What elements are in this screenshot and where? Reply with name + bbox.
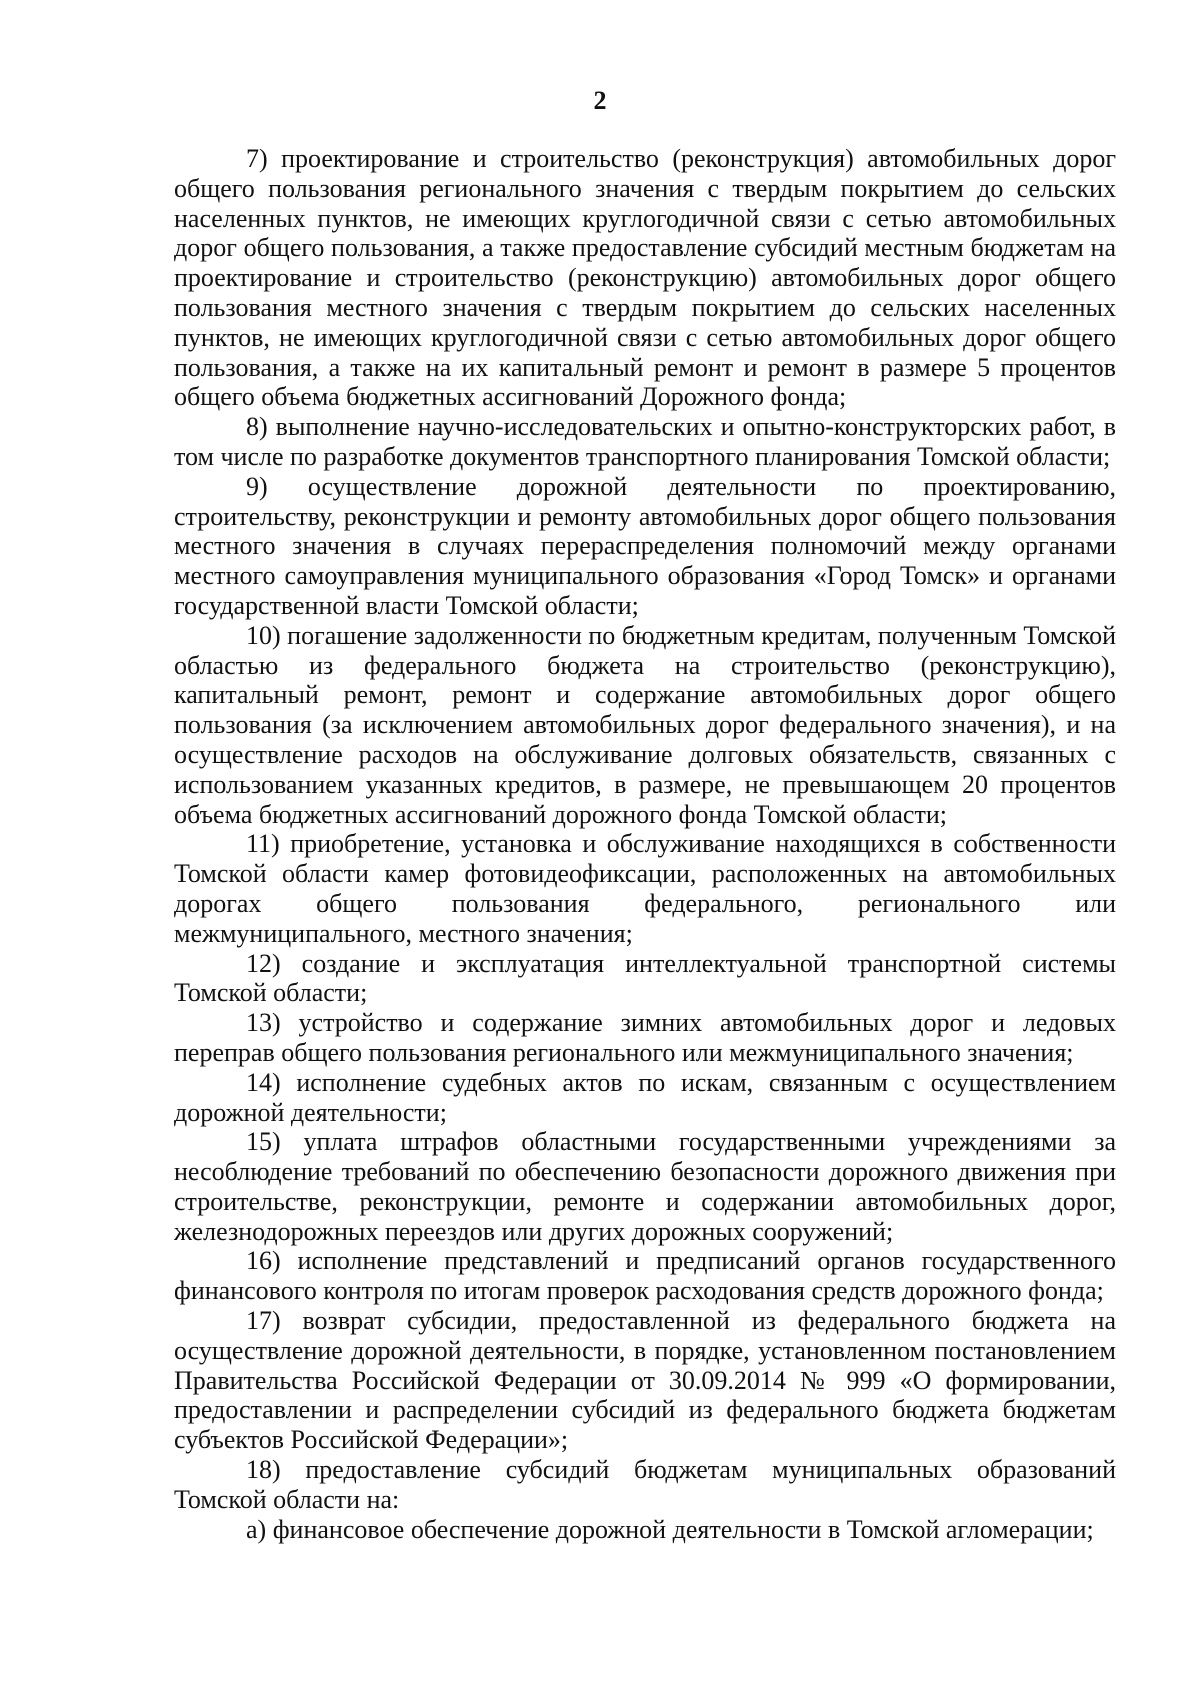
paragraph-item-8: 8) выполнение научно-исследовательских и опытно-конструкторских работ, в том числе по разработке документов транспортного планирования Томской области; <box>174 412 1116 471</box>
paragraph-item-9: 9) осуществление дорожной деятельности по проектированию, строительству, реконструкции и ремонту автомобильных дорог общего пользования местного значения в случаях перераспределения полномочий между органами местного самоуправления муниципального образования «Город Томск» и органами государственной власти Томской области; <box>174 471 1116 620</box>
paragraph-item-15: 15) уплата штрафов областными государственными учреждениями за несоблюдение требований по обеспечению безопасности дорожного движения при строительстве, реконструкции, ремонте и содержании автомобильных дорог, железнодорожных переездов или других дорожных сооружений; <box>174 1127 1116 1246</box>
paragraph-subitem-a: а) финансовое обеспечение дорожной деятельности в Томской агломерации; <box>246 1514 1094 1544</box>
paragraph-item-18: 18) предоставление субсидий бюджетам муниципальных образований Томской области на: <box>174 1455 1116 1514</box>
paragraph-item-17: 17) возврат субсидии, предоставленной из федерального бюджета на осуществление дорожной деятельности, в порядке, установленном постановлением Правительства Российской Федерации от 30.09.2014 № 999 «О формировании, предоставлении и распределении субсидий из федерального бюджета бюджетам субъектов Российской Федерации»; <box>174 1306 1116 1455</box>
page-number: 2 <box>593 86 607 115</box>
paragraph-item-13: 13) устройство и содержание зимних автомобильных дорог и ледовых переправ общего пользования регионального или межмуниципального значения; <box>174 1008 1116 1067</box>
document-body <box>174 144 1116 1544</box>
paragraph-item-11: 11) приобретение, установка и обслуживание находящихся в собственности Томской области камер фотовидеофиксации, расположенных на автомобильных дорогах общего пользования федерального, регионального или межмуниципального, местного значения; <box>174 829 1116 948</box>
paragraph-item-7: 7) проектирование и строительство (реконструкция) автомобильных дорог общего пользования регионального значения с твердым покрытием до сельских населенных пунктов, не имеющих круглогодичной связи с сетью автомобильных дорог общего пользования, а также предоставление субсидий местным бюджетам на проектирование и строительство (реконструкцию) автомобильных дорог общего пользования местного значения с твердым покрытием до сельских населенных пунктов, не имеющих круглогодичной связи с сетью автомобильных дорог общего пользования, а также на их капитальный ремонт и ремонт в размере 5 процентов общего объема бюджетных ассигнований Дорожного фонда; <box>174 144 1116 412</box>
paragraph-item-14: 14) исполнение судебных актов по искам, связанным с осуществлением дорожной деятельности; <box>174 1067 1116 1127</box>
paragraph-item-12: 12) создание и эксплуатация интеллектуальной транспортной системы Томской области; <box>174 948 1116 1008</box>
paragraph-item-16: 16) исполнение представлений и предписаний органов государственного финансового контроля по итогам проверок расходования средств дорожного фонда; <box>174 1246 1116 1306</box>
paragraph-item-10: 10) погашение задолженности по бюджетным кредитам, полученным Томской областью из федерального бюджета на строительство (реконструкцию), капитальный ремонт, ремонт и содержание автомобильных дорог общего пользования (за исключением автомобильных дорог федерального значения), и на осуществление расходов на обслуживание долговых обязательств, связанных с использованием указанных кредитов, в размере, не превышающем 20 процентов объема бюджетных ассигнований дорожного фонда Томской области; <box>174 620 1116 829</box>
